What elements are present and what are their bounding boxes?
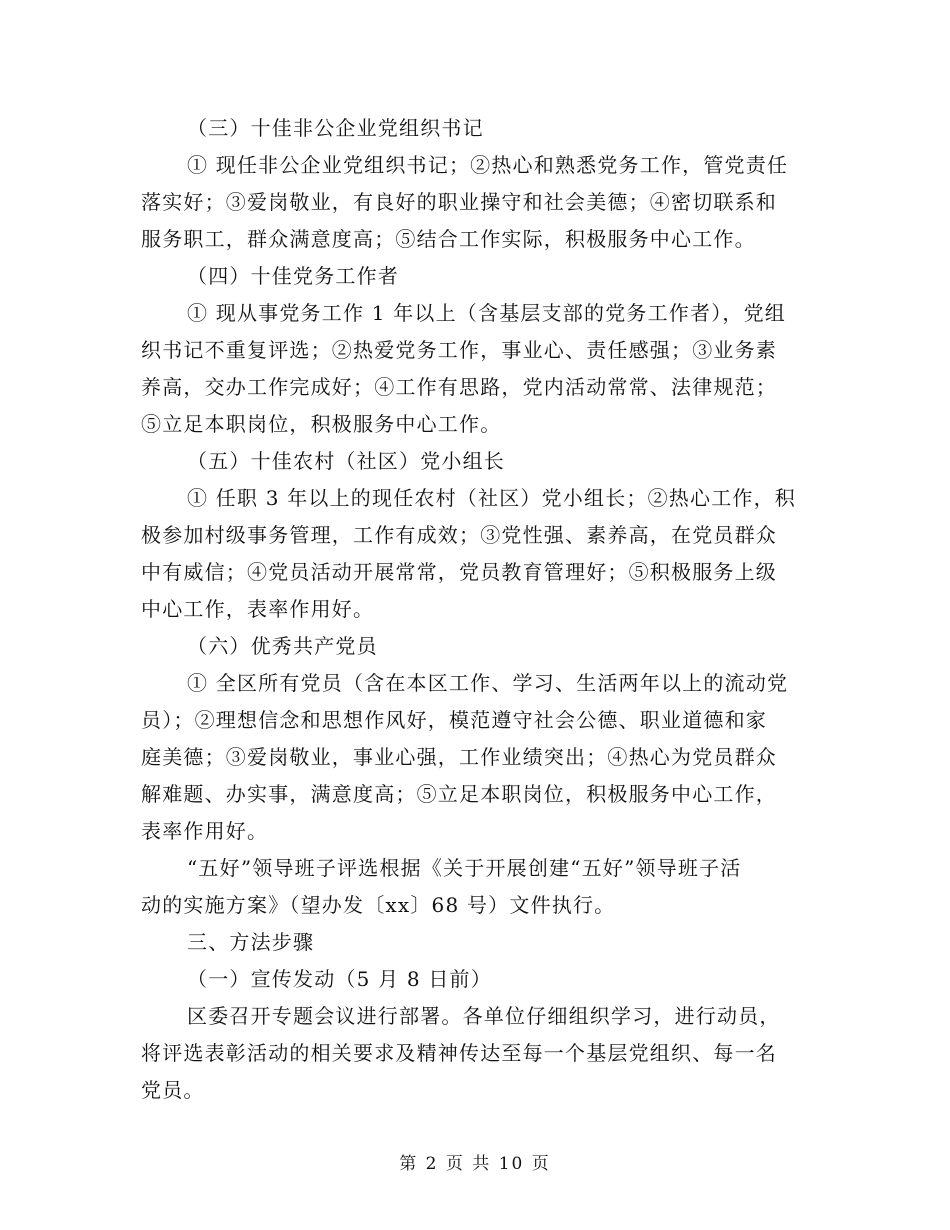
paragraph-line: 表率作用好。 [141, 819, 269, 843]
section-heading-methods: 三、方法步骤 [187, 930, 315, 954]
paragraph-line: 解难题、办实事，满意度高；⑤立足本职岗位，积极服务中心工作， [141, 782, 777, 806]
paragraph-line: 落实好；③爱岗敬业，有良好的职业操守和社会美德；④密切联系和 [141, 190, 777, 214]
paragraph-line: 极参加村级事务管理，工作有成效；③党性强、素养高，在党员群众 [141, 523, 777, 547]
paragraph-line: 区委召开专题会议进行部署。各单位仔细组织学习，进行动员， [187, 1004, 781, 1028]
paragraph-line: “五好”领导班子评选根据《关于开展创建“五好”领导班子活 [187, 856, 742, 880]
subsection-heading-1: （一）宣传发动（5 月 8 日前） [187, 967, 492, 991]
paragraph-line: ① 全区所有党员（含在本区工作、学习、生活两年以上的流动党 [187, 671, 789, 695]
paragraph-line: 员）；②理想信念和思想作风好，模范遵守社会公德、职业道德和家 [141, 708, 767, 732]
section-heading-3: （三）十佳非公企业党组织书记 [187, 116, 484, 140]
paragraph-line: 庭美德；③爱岗敬业，事业心强，工作业绩突出；④热心为党员群众 [141, 745, 777, 769]
page-number-footer: 第 2 页 共 10 页 [399, 1154, 551, 1174]
paragraph-line: 中有威信；④党员活动开展常常，党员教育管理好；⑤积极服务上级 [141, 560, 777, 584]
paragraph-line: 服务职工，群众满意度高；⑤结合工作实际，积极服务中心工作。 [141, 227, 756, 251]
paragraph-line: 将评选表彰活动的相关要求及精神传达至每一个基层党组织、每一名 [141, 1041, 777, 1065]
paragraph-line: 织书记不重复评选；②热爱党务工作，事业心、责任感强；③业务素 [141, 338, 777, 362]
paragraph-line: ① 现任非公企业党组织书记；②热心和熟悉党务工作，管党责任 [187, 153, 789, 177]
document-body [141, 110, 801, 1109]
section-heading-5: （五）十佳农村（社区）党小组长 [187, 449, 505, 473]
paragraph-line: ① 现从事党务工作 1 年以上（含基层支部的党务工作者），党组 [187, 301, 786, 325]
paragraph-line: 动的实施方案》（望办发〔xx〕68 号）文件执行。 [141, 893, 616, 917]
paragraph-line: 养高，交办工作完成好；④工作有思路，党内活动常常、法律规范； [141, 375, 777, 399]
paragraph-line: 党员。 [141, 1078, 205, 1102]
section-heading-6: （六）优秀共产党员 [187, 634, 378, 658]
section-heading-4: （四）十佳党务工作者 [187, 264, 399, 288]
paragraph-line: 中心工作，表率作用好。 [141, 597, 375, 621]
paragraph-line: ① 任职 3 年以上的现任农村（社区）党小组长；②热心工作，积 [187, 486, 796, 510]
paragraph-line: ⑤立足本职岗位，积极服务中心工作。 [141, 412, 502, 436]
